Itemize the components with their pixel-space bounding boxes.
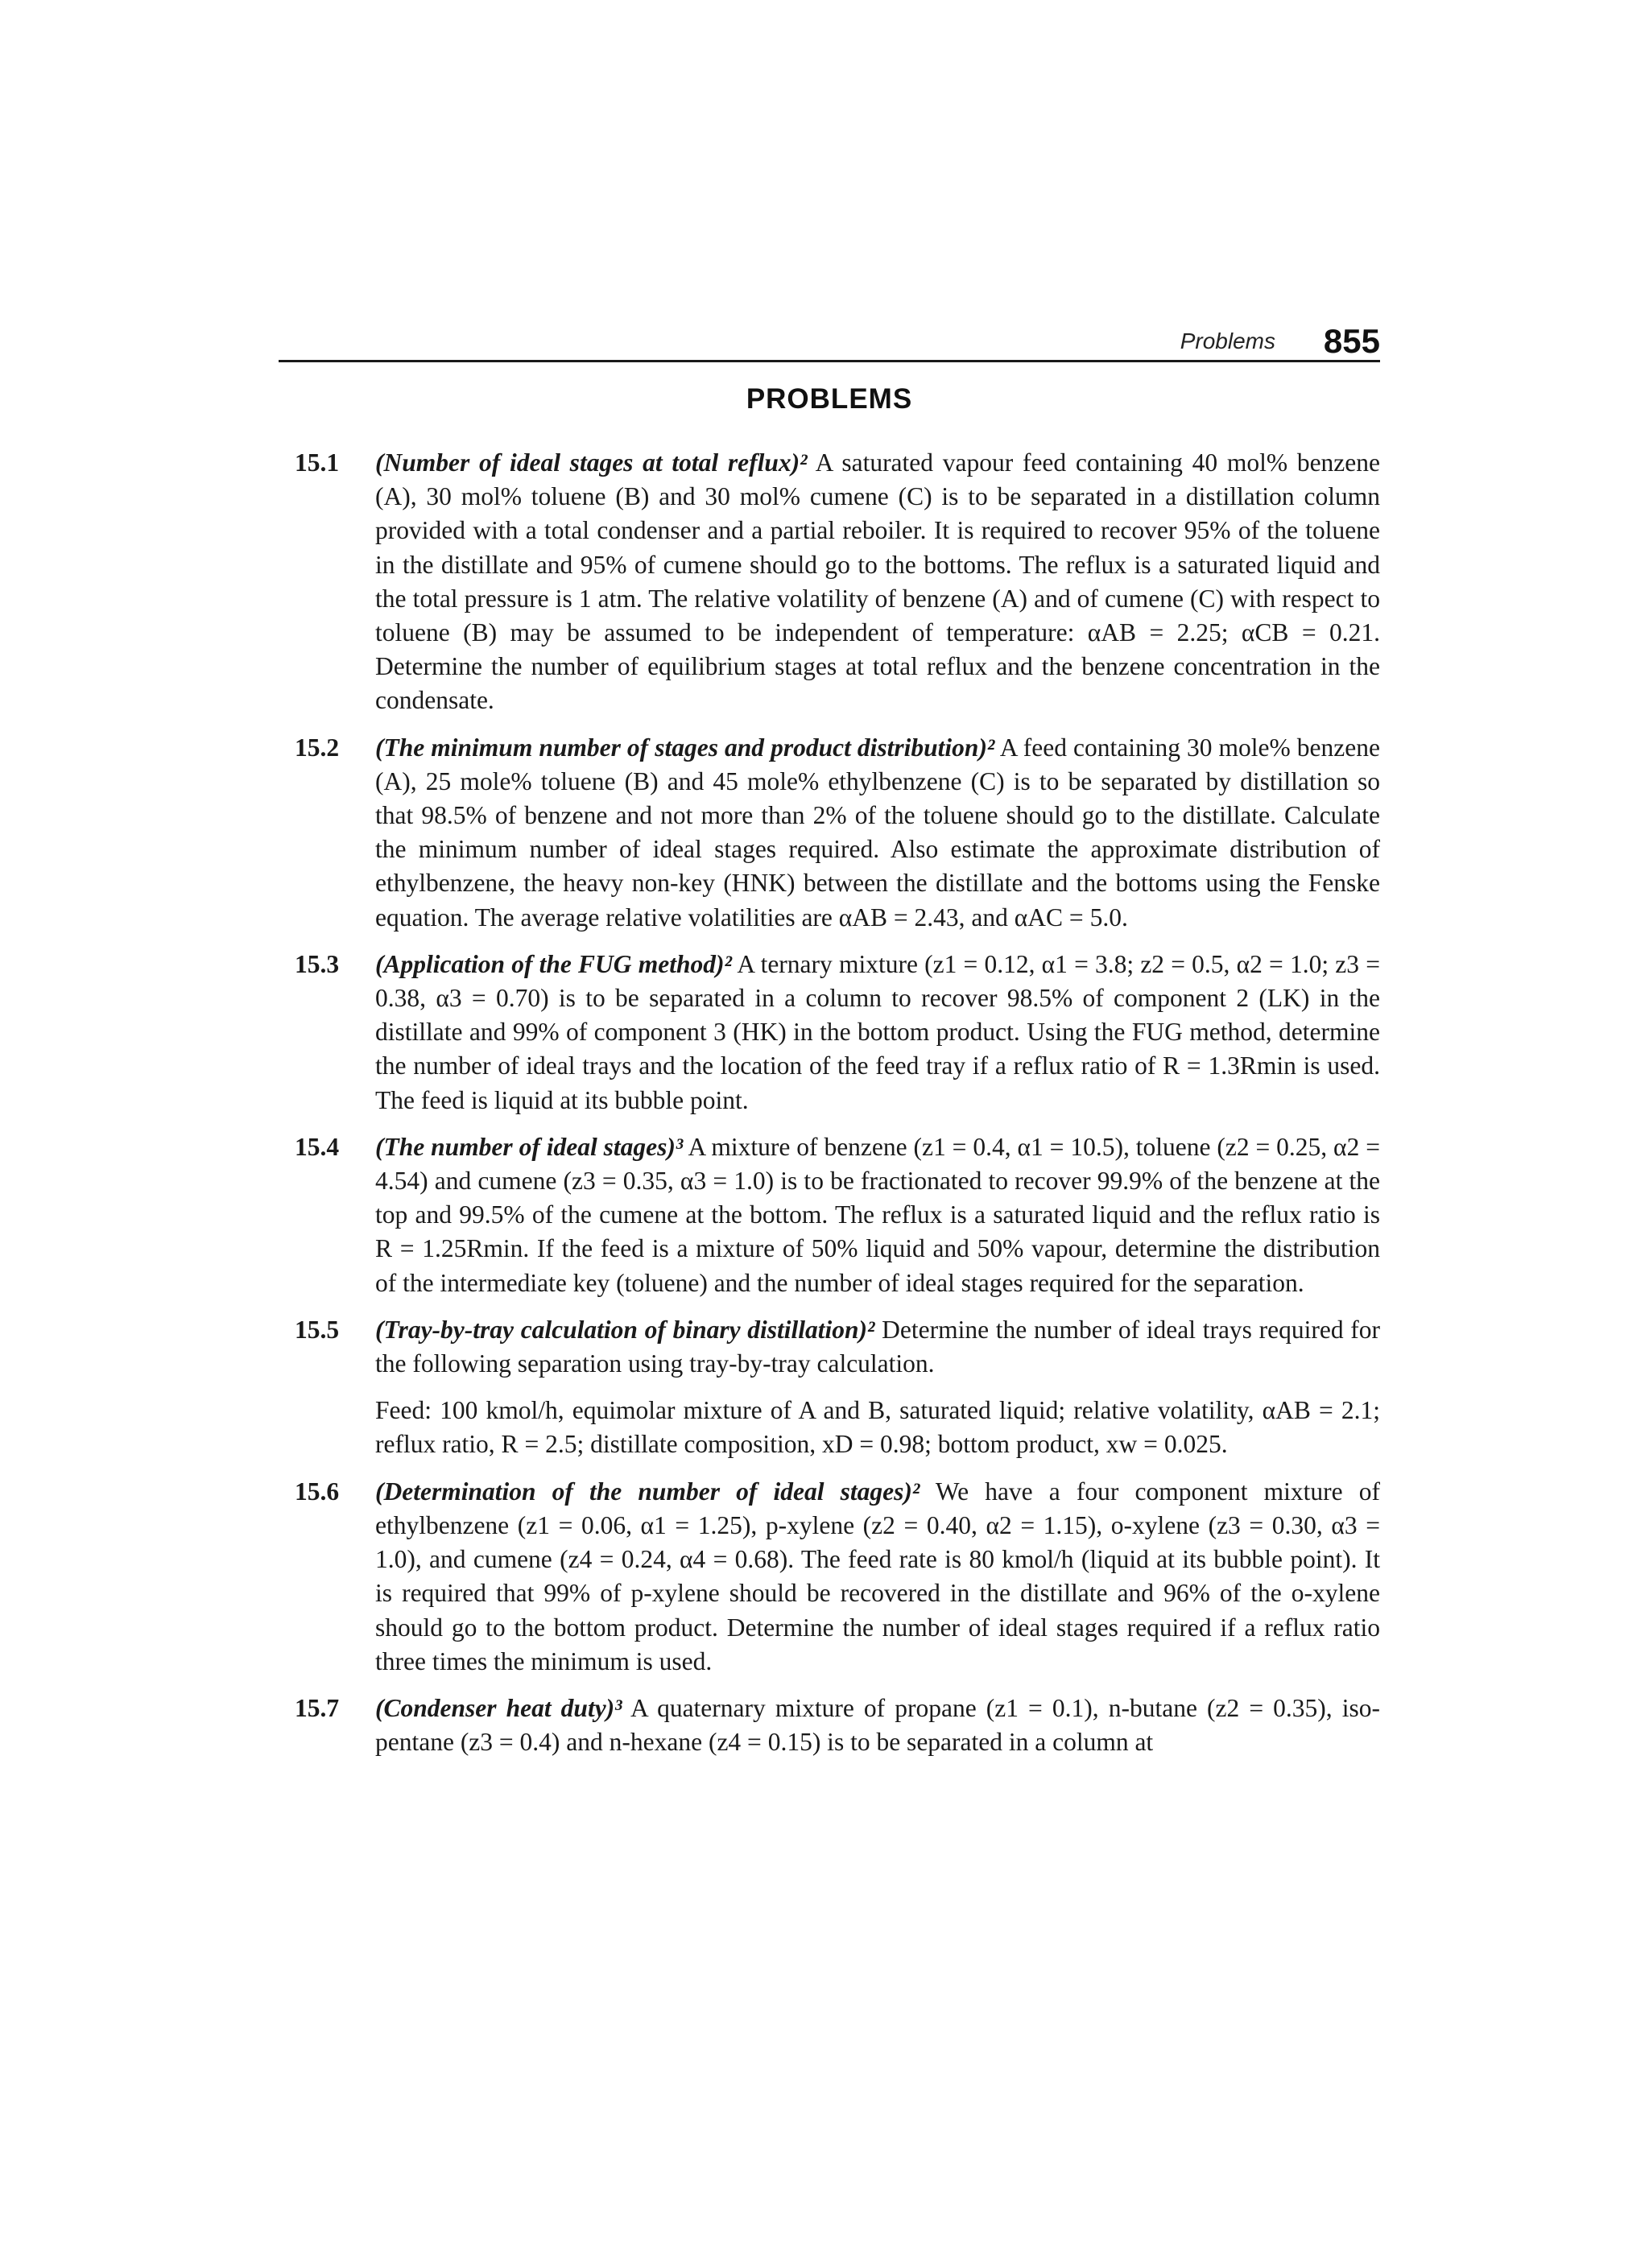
problem-title: (The minimum number of stages and product distribution)² bbox=[375, 733, 995, 762]
problem-item bbox=[295, 1692, 1380, 1759]
running-header-section: Problems bbox=[1180, 328, 1275, 353]
problem-title: (Application of the FUG method)² bbox=[375, 949, 732, 978]
header-rule bbox=[279, 360, 1380, 362]
problem-title: (Tray-by-tray calculation of binary distillation)² bbox=[375, 1315, 875, 1344]
problem-number: 15.2 bbox=[295, 733, 340, 762]
problem-body: Determine the number of ideal trays required for the following separation using tray-by-tray calculation. bbox=[375, 1315, 1380, 1378]
problem-title: (Number of ideal stages at total reflux)² bbox=[375, 448, 808, 477]
running-header bbox=[279, 319, 1380, 362]
problem-list bbox=[295, 446, 1380, 1772]
problem-text bbox=[375, 446, 1380, 718]
problem-item bbox=[295, 948, 1380, 1117]
problem-item bbox=[295, 731, 1380, 935]
problem-text bbox=[375, 1475, 1380, 1679]
problem-body: We have a four component mixture of ethylbenzene (z1 = 0.06, α1 = 1.25), p-xylene (z2 = 0.40, α2 = 1.15), o-xylene (z3 = 0.30, α3 = 1.0), and cumene (z4 = 0.24, α4 = 0.68). The feed rate is 80 kmol/h (liquid at its bubble point). It is required that 99% of p-xylene should be recovered in the distillate and 96% of the o-xylene should go to the bottom product. Determine the number of ideal stages required if a reflux ratio three times the minimum is used. bbox=[375, 1477, 1380, 1675]
page-number: 855 bbox=[1323, 322, 1380, 360]
problem-text bbox=[375, 948, 1380, 1117]
problem-title: (The number of ideal stages)³ bbox=[375, 1132, 684, 1161]
section-title: PROBLEMS bbox=[746, 383, 913, 415]
problem-number: 15.4 bbox=[295, 1132, 340, 1161]
problem-body: A mixture of benzene (z1 = 0.4, α1 = 10.5), toluene (z2 = 0.25, α2 = 4.54) and cumene (z3 = 0.35, α3 = 1.0) is to be fractionated to recover 99.9% of the benzene at the top and 99.5% of the cumene at the bottom. The reflux is a saturated liquid and the reflux ratio is R = 1.25Rmin. If the feed is a mixture of 50% liquid and 50% vapour, determine the distribution of the intermediate key (toluene) and the number of ideal stages required for the separation. bbox=[375, 1132, 1380, 1297]
problem-extra-text: Feed: 100 kmol/h, equimolar mixture of A and B, saturated liquid; relative volatility, αAB = 2.1; reflux ratio, R = 2.5; distillate composition, xD = 0.98; bottom product, xw = 0.025. bbox=[375, 1396, 1380, 1459]
problem-body: A feed containing 30 mole% benzene (A), 25 mole% toluene (B) and 45 mole% ethylbenzene (C) is to be separated by distillation so that 98.5% of benzene and not more than 2% of the toluene should go to the distillate. Calculate the minimum number of ideal stages required. Also estimate the approximate distribution of ethylbenzene, the heavy non-key (HNK) between the distillate and the bottoms using the Fenske equation. The average relative volatilities are αAB = 2.43, and αAC = 5.0. bbox=[375, 733, 1380, 932]
problem-item bbox=[295, 1130, 1380, 1300]
problem-number: 15.3 bbox=[295, 949, 340, 978]
problem-number: 15.5 bbox=[295, 1315, 340, 1344]
problem-body: A saturated vapour feed containing 40 mol% benzene (A), 30 mol% toluene (B) and 30 mol% cumene (C) is to be separated in a distillation column provided with a total condenser and a partial reboiler. It is required to recover 95% of the toluene in the distillate and 95% of cumene should go to the bottoms. The reflux is a saturated liquid and the total pressure is 1 atm. The relative volatility of benzene (A) and of cumene (C) with respect to toluene (B) may be assumed to be independent of temperature: αAB = 2.25; αCB = 0.21. Determine the number of equilibrium stages at total reflux and the benzene concentration in the condensate. bbox=[375, 448, 1380, 715]
problem-item bbox=[295, 446, 1380, 718]
problem-title: (Determination of the number of ideal stages)² bbox=[375, 1477, 920, 1506]
problem-text bbox=[375, 1692, 1380, 1759]
problem-number: 15.6 bbox=[295, 1477, 340, 1506]
problem-item bbox=[295, 1313, 1380, 1462]
problem-text bbox=[375, 731, 1380, 935]
problem-item bbox=[295, 1475, 1380, 1679]
problem-title: (Condenser heat duty)³ bbox=[375, 1693, 622, 1722]
problem-text bbox=[375, 1313, 1380, 1381]
problem-number: 15.1 bbox=[295, 448, 340, 477]
problem-text bbox=[375, 1130, 1380, 1300]
problem-body: A ternary mixture (z1 = 0.12, α1 = 3.8; z2 = 0.5, α2 = 1.0; z3 = 0.38, α3 = 0.70) is to be separated in a column to recover 98.5% of component 2 (LK) in the distillate and 99% of component 3 (HK) in the bottom product. Using the FUG method, determine the number of ideal trays and the location of the feed tray if a reflux ratio of R = 1.3Rmin is used. The feed is liquid at its bubble point. bbox=[375, 949, 1380, 1114]
problem-body: A quaternary mixture of propane (z1 = 0.1), n-butane (z2 = 0.35), iso-pentane (z3 = 0.4) and n-hexane (z4 = 0.15) is to be separated in a column at bbox=[375, 1693, 1380, 1757]
problem-number: 15.7 bbox=[295, 1693, 340, 1722]
